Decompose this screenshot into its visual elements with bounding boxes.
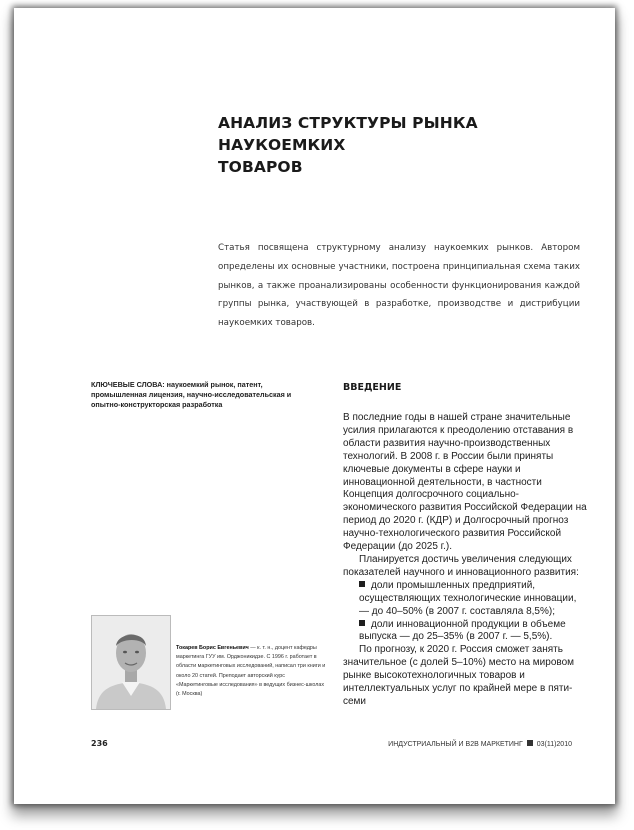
bullet-text-1: доли промышленных предприятий, осуществляющих технологические инновации, — до 40–50% (в 2007 г. составляла 8,5%); <box>359 579 577 617</box>
paragraph-2: Планируется достичь увеличения следующих показателей научного и инновационного развития: <box>343 553 579 578</box>
article-title <box>218 112 588 178</box>
bullet-text-2: доли инновационной продукции в объеме выпуска — до 25–35% (в 2007 г. — 5,5%). <box>359 618 566 643</box>
author-photo <box>91 615 171 710</box>
bullet-item-1 <box>343 580 588 619</box>
keywords-block <box>91 380 299 411</box>
bullet-item-2 <box>343 619 588 645</box>
journal-page <box>14 8 615 804</box>
bullet-square-icon <box>359 620 365 626</box>
magazine-name: ИНДУСТРИАЛЬНЫЙ И B2B МАРКЕТИНГ <box>388 741 523 748</box>
paragraph-1: В последние годы в нашей стране значительные усилия прилагаются к преодолению отставания в области развития научно-производственных технологий. В 2008 г. в России были приняты ключевые документы в сфере науки и инновационной деятельности, в частности Концепция долгосрочного социально-экономического развития Российской Федерации на период до 2020 г. (КДР) и Долгосрочный прогноз научно-технологического развития Российской Федерации (до 2025 г.). <box>343 412 587 553</box>
article-abstract: Статья посвящена структурному анализу наукоемких рынков. Автором определены их основные участники, построена принципиальная схема таких рынков, а также проанализированы особенности функционирования каждой группы рынка, участвующей в разработке, производстве и дистрибуции наукоемких товаров. <box>218 243 580 329</box>
keywords-text: наукоемкий рынок, патент, промышленная лицензия, научно-исследовательская и опытно-конструкторская разработка <box>91 380 292 410</box>
bullet-square-icon <box>359 581 365 587</box>
title-line-1: АНАЛИЗ СТРУКТУРЫ РЫНКА НАУКОЕМКИХ <box>218 114 478 154</box>
separator-square-icon <box>527 740 533 746</box>
footer-magazine <box>388 740 572 748</box>
title-line-2: ТОВАРОВ <box>218 158 303 176</box>
author-description: — к. т. н., доцент кафедры маркетинга ГУУ им. Орджоникидзе. С 1996 г. работает в области маркетинговых исследований, написал три книги и около 20 статей. Преподает авторский курс «Маркетинговые исследования» в ведущих бизнес-школах (г. Москва) <box>176 645 326 698</box>
keywords-label: КЛЮЧЕВЫЕ СЛОВА: <box>91 380 165 389</box>
paragraph-3: По прогнозу, к 2020 г. Россия сможет занять значительное (с долей 5–10%) место на мировом рынке высокотехнологичных товаров и интеллектуальных услуг по крайней мере в пяти-семи <box>343 644 575 707</box>
author-name: Токарев Борис Евгеньевич <box>176 645 249 651</box>
issue-number: 03(11)2010 <box>536 741 572 748</box>
body-text-column <box>343 412 588 709</box>
page-number: 236 <box>91 739 108 748</box>
section-heading: ВВЕДЕНИЕ <box>343 382 402 393</box>
author-bio <box>176 644 328 699</box>
